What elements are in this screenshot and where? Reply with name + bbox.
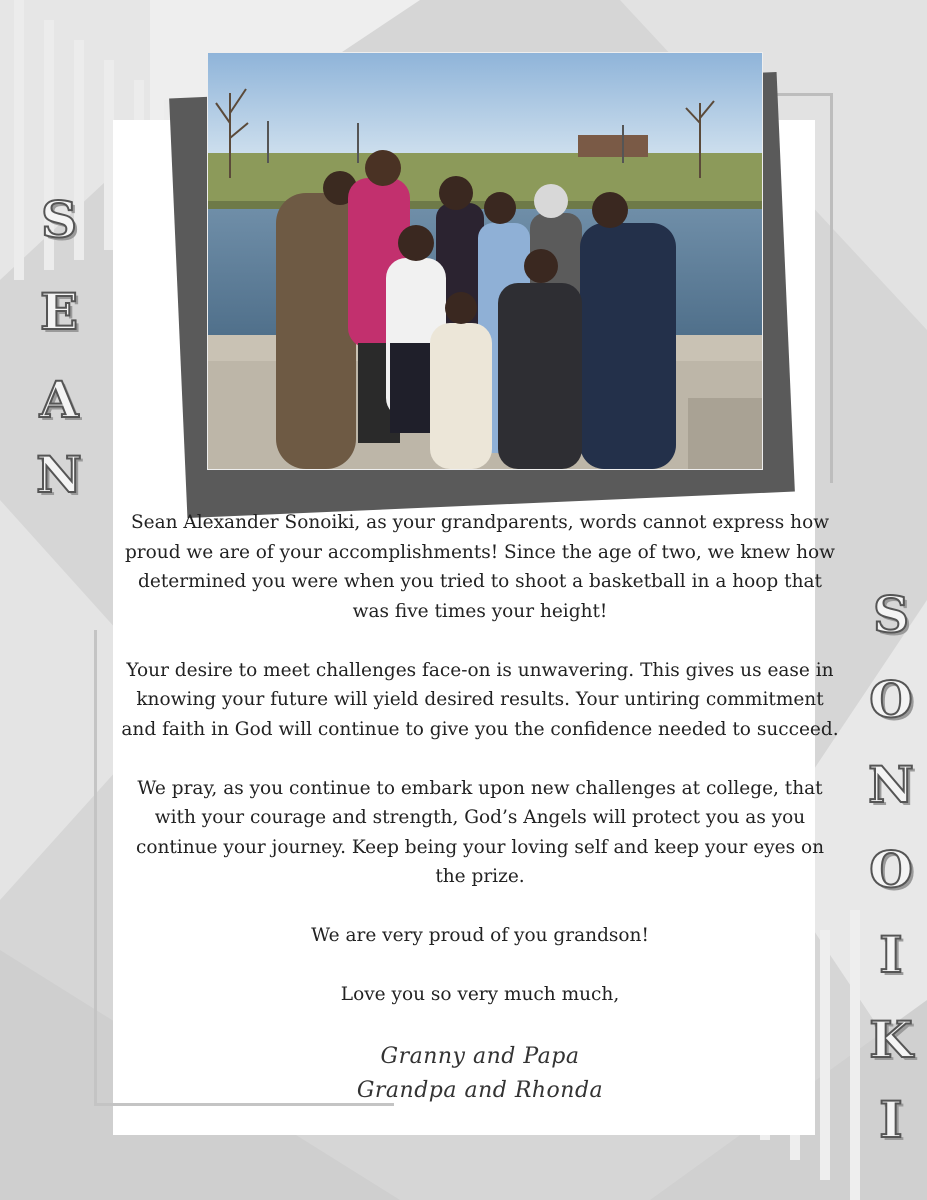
message-paragraph: Sean Alexander Sonoiki, as your grandparents, words cannot express how proud we are of your accomplishments! Since the age of two, we knew how determined you were when you tried to shoot a basketball in a hoop that was five times your height! — [124, 512, 836, 622]
vertical-name-letter: N — [36, 445, 82, 504]
vertical-surname-letter: N — [868, 755, 914, 814]
message-paragraph: Your desire to meet challenges face-on is unwavering. This gives us ease in knowing your future will yield desired results. Your untiring commitment and faith in God will continue to give you the confidence needed to succeed. — [121, 659, 839, 740]
signature-block — [300, 1040, 660, 1108]
vertical-surname-letter: K — [869, 1010, 913, 1069]
message-paragraph: We pray, as you continue to embark upon new challenges at college, that with your courage and strength, God’s Angels will protect you as you continue your journey. Keep being your loving self and keep your eyes on the prize. — [135, 777, 825, 887]
message-paragraph: We are very proud of you grandson! — [311, 925, 649, 946]
frame-line — [94, 630, 97, 1105]
vertical-name-letter: S — [40, 190, 78, 249]
signature-line: Granny and Papa — [380, 1044, 580, 1069]
vertical-surname-letter: O — [869, 840, 913, 899]
vertical-name-letter: A — [39, 370, 79, 429]
vertical-surname-letter: I — [879, 1090, 903, 1149]
closing-line: Love you so very much much, — [340, 984, 620, 1005]
vertical-surname-letter: S — [872, 585, 910, 644]
vertical-surname-letter: I — [879, 925, 903, 984]
signature-line: Grandpa and Rhonda — [356, 1078, 604, 1103]
vertical-name-letter: E — [39, 282, 79, 341]
tribute-message — [120, 508, 840, 1010]
vertical-surname-letter: O — [869, 670, 913, 729]
family-photo — [207, 52, 763, 470]
frame-line — [830, 93, 833, 483]
